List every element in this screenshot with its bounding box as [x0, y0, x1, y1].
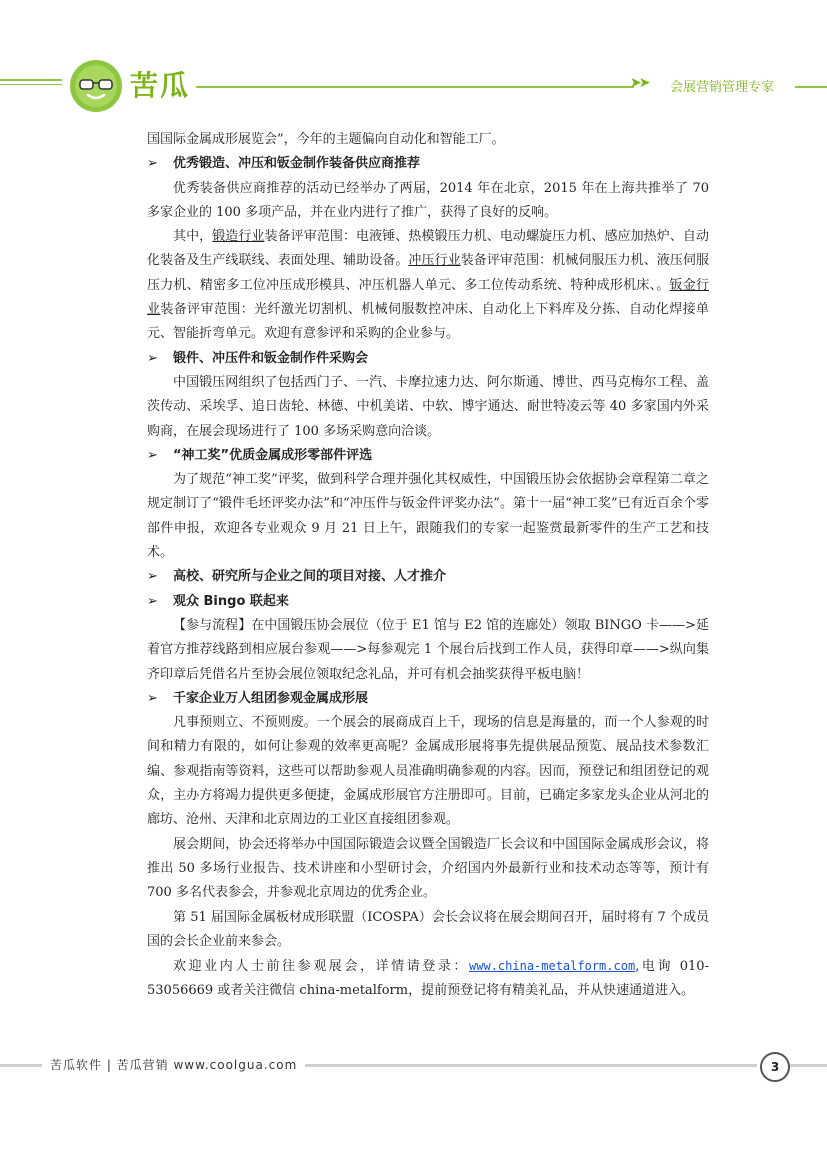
bullet-heading-text: 观众 Bingo 联起来: [173, 593, 289, 609]
text-span: 装备评审范围：机械伺服压力机、液压伺服压力机、精密多工位冲压成形模具、冲压机器人单元、多工位传动系统、特种成形机床、。: [147, 253, 709, 293]
header-tagline: 会展营销管理专家: [670, 80, 775, 95]
arrow-bullet-icon: ➢: [147, 156, 158, 172]
header-left-line: [0, 79, 62, 81]
arrow-bullet-icon: ➢: [147, 350, 158, 366]
brand-name: 苦瓜: [130, 69, 191, 102]
bullet-heading-text: 锻件、冲压件和钣金制作件采购会: [173, 350, 369, 366]
bullet-heading-text: 千家企业万人组团参观金属成形展: [173, 690, 369, 706]
bullet-heading: [147, 590, 709, 614]
page-footer: [0, 1048, 827, 1088]
bullet-heading: [147, 444, 709, 468]
footer-end-bar: [790, 1064, 827, 1067]
bullet-heading-text: 优秀锻造、冲压和钣金制作装备供应商推荐: [173, 156, 421, 172]
paragraph: 为了规范“神工奖”评奖，做到科学合理并强化其权威性，中国锻压协会依据协会章程第二章之规定制订了“锻件毛坯评奖办法”和“冲压件与钣金件评奖办法”。第十一届“神工奖”已有近百余个零部件申报，欢迎各专业观众 9 月 21 日上午，跟随我们的专家一起鉴赏最新零件的生产工艺和技术。: [147, 472, 709, 561]
website-link[interactable]: www.china-metalform.com: [469, 959, 636, 974]
paragraph: 【参与流程】在中国锻压协会展位（位于 E1 馆与 E2 馆的连廊处）领取 BINGO 卡——>延着官方推荐线路到相应展台参观——>每参观完 1 个展台后找到工作人员，获得印章——>纵向集齐印章后凭借名片至协会展位领取纪念礼品，并可有机会抽奖获得平板电脑！: [147, 617, 709, 682]
paragraph: 凡事预则立、不预则废。一个展会的展商成百上千，现场的信息是海量的，而一个人参观的时间和精力有限的，如何让参观的效率更高呢？金属成形展将事先提供展品预览、展品技术参数汇编、参观指南等资料，这些可以帮助参观人员准确明确参观的内容。因而，预登记和组团登记的观众，主办方将竭力提供更多便捷，金属成形展官方注册即可。目前，已确定多家龙头企业从河北的廊坊、沧州、天津和北京周边的工业区直接组团参观。: [147, 715, 709, 828]
paragraph: 展会期间，协会还将举办中国国际锻造会议暨全国锻造厂长会议和中国国际金属成形会议，将推出 50 多场行业报告、技术讲座和小型研讨会，介绍国内外最新行业和技术动态等等，预计有 700 多名代表参会，并参观北京周边的优秀企业。: [147, 836, 709, 901]
paragraph: [147, 954, 709, 1004]
paragraph: 国国际金属成形展览会”，今年的主题偏向自动化和智能工厂。: [147, 132, 505, 147]
arrow-bullet-icon: ➢: [147, 690, 158, 706]
arrow-bullet-icon: ➢: [147, 593, 158, 609]
double-arrow-icon: ➤➤: [630, 75, 648, 91]
header-main-line: [196, 86, 634, 88]
underlined-term: 冲压行业: [408, 253, 461, 269]
underlined-term: 锻造行业: [212, 229, 265, 245]
page-header: [0, 0, 827, 120]
bullet-heading-text: “神工奖”优质金属成形零部件评选: [173, 447, 373, 463]
sunglasses-face-icon: [68, 58, 124, 114]
bullet-heading: [147, 152, 709, 176]
text-span: 装备评审范围：电液锤、热模锻压力机、电动螺旋压力机、感应加热炉、自动化装备及生产线联线、表面处理、辅助设备。: [147, 229, 709, 269]
bullet-heading-text: 高校、研究所与企业之间的项目对接、人才推介: [173, 569, 447, 585]
footer-left-bar: [0, 1064, 42, 1067]
text-span: 欢迎业内人士前往参观展会，详情请登录：: [173, 959, 470, 975]
page-number: 3: [760, 1052, 790, 1082]
header-right-line: [795, 86, 827, 88]
text-span: ,电询 010-53056669 或者关注微信 china-metalform，提前预登记将有精美礼品，并从快速通道进入。: [147, 959, 709, 999]
paragraph: 中国锻压网组织了包括西门子、一汽、卡摩拉速力达、阿尔斯通、博世、西马克梅尔工程、盖茨传动、采埃孚、追日齿轮、林德、中机美诺、中软、博宇通达、耐世特凌云等 40 多家国内外采购商，在展会现场进行了 100 多场采购意向洽谈。: [147, 374, 709, 439]
bullet-heading: [147, 687, 709, 711]
paragraph: 第 51 届国际金属板材成形联盟（ICOSPA）会长会议将在展会期间召开，届时将有 7 个成员国的会长企业前来参会。: [147, 909, 709, 949]
paragraph: [147, 225, 709, 346]
article-body: [147, 128, 709, 1004]
header-left-line-2: [0, 84, 62, 85]
paragraph: 优秀装备供应商推荐的活动已经举办了两届，2014 年在北京，2015 年在上海共推举了 70 多家企业的 100 多项产品，并在业内进行了推广，获得了良好的反响。: [147, 180, 709, 220]
footer-text: 苦瓜软件 | 苦瓜营销 www.coolgua.com: [50, 1058, 298, 1072]
arrow-bullet-icon: ➢: [147, 569, 158, 585]
underlined-term: 钣金行业: [147, 277, 709, 318]
bullet-heading: [147, 565, 709, 589]
arrow-bullet-icon: ➢: [147, 447, 158, 463]
footer-right-bar: [305, 1064, 757, 1067]
bullet-heading: [147, 347, 709, 371]
text-span: 装备评审范围：光纤激光切割机、机械伺服数控冲床、自动化上下料库及分拣、自动化焊接单元、智能折弯单元。欢迎有意参评和采购的企业参与。: [147, 302, 709, 342]
text-span: 其中，: [173, 229, 213, 245]
